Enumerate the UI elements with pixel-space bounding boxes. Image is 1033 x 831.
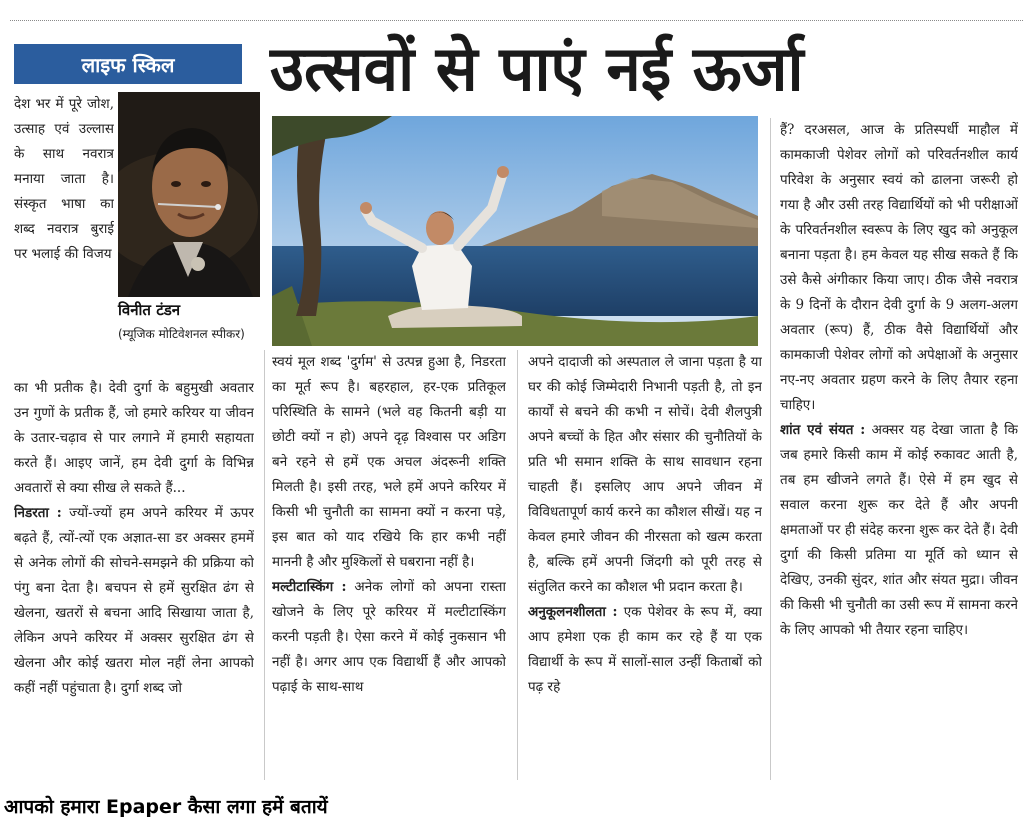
author-role: (म्यूजिक मोटिवेशनल स्पीकर) xyxy=(118,327,245,341)
text-multitasking: अनेक लोगों को अपना रास्ता खोजने के लिए पूरे करियर में मल्टीटास्किंग करनी पड़ती है। ऐसा करने में कोई नुकसान भी नहीं है। अगर आप एक विद्यार्थी हैं और आपको पढ़ाई के साथ-साथ xyxy=(272,579,506,695)
intro-narrow-column xyxy=(14,92,114,376)
feature-photo-image xyxy=(272,116,758,346)
text-adaptability-continued: हैं? दरअसल, आज के प्रतिस्पर्धी माहौल में कामकाजी पेशेवर लोगों को परिवर्तनशील कार्य परिवेश के अनुसार स्वयं को ढालना जरूरी हो गया है और उसी तरह विद्यार्थियों को भी परीक्षाओं के परिवर्तनशील स्वरूप के लिए खुद को अनुकूल बनाना पड़ता है। हम केवल यह सीख सकते हैं कि उसे कैसे अंगीकार किया जाए। ठीक जैसे नवरात्र के 9 दिनों के दौरान देवी दुर्गा के 9 अलग-अलग अवतार (रूप) हैं, ठीक वैसे विद्यार्थियों और कामकाजी पेशेवर लोगों को अपेक्षाओं के अनुसार नए-नए अवतार ग्रहण करने के लिए तैयार रहना चाहिए। xyxy=(780,122,1018,413)
section-fearlessness xyxy=(14,501,254,701)
author-name: विनीत टंडन xyxy=(118,301,181,319)
heading-fearlessness: निडरता : xyxy=(14,505,62,521)
column-divider xyxy=(517,350,518,780)
column-divider xyxy=(264,350,265,780)
column-4 xyxy=(780,118,1018,780)
section-multitasking xyxy=(272,575,506,700)
text-calm: अक्सर यह देखा जाता है कि जब हमारे किसी काम में कोई रुकावट आती है, तब हम खीजने लगते हैं। ऐसे में हम खुद से सवाल करना शुरू कर देते हैं और अपनी क्षमताओं पर ही संदेह करना शुरू कर देते हैं। देवी दुर्गा की किसी प्रतिमा या मूर्ति को ध्यान से देखिए, उनकी सुंदर, शांत और संयत मुद्रा। जीवन की किसी भी चुनौती का उसी रूप में सामना करने के लिए आपको भी तैयार रहना चाहिए। xyxy=(780,422,1018,638)
section-adaptability xyxy=(528,600,762,700)
column-1 xyxy=(14,376,254,780)
column-divider xyxy=(770,118,771,780)
heading-multitasking: मल्टीटास्किंग : xyxy=(272,579,347,595)
heading-adaptability: अनुकूलनशीलता : xyxy=(528,604,618,620)
top-divider xyxy=(10,20,1023,21)
author-portrait xyxy=(118,92,260,297)
text-fearlessness-continued: स्वयं मूल शब्द 'दुर्गम' से उत्पन्न हुआ है, निडरता का मूर्त रूप है। बहरहाल, हर-एक प्रतिकूल परिस्थिति के सामने (भले वह कितनी बड़ी या छोटी क्यों न हो) अपने दृढ़ विश्वास पर अडिग बने रहने से हमें एक अचल अंदरूनी शक्ति मिलती है। इसी तरह, भले हमें अपने करियर में किसी भी चुनौती का सामना क्यों न करना पड़े, इस बात को याद रखिये कि हार कभी नहीं माननी है और मुश्किलों से घबराना नहीं है। xyxy=(272,354,506,570)
heading-calm: शांत एवं संयत : xyxy=(780,422,866,438)
headline: उत्सवों से पाएं नई ऊर्जा xyxy=(270,32,804,105)
text-fearlessness: ज्यों-ज्यों हम अपने करियर में ऊपर बढ़ते हैं, त्यों-त्यों एक अज्ञात-सा डर अक्सर हममें से अनेक लोगों की सोचने-समझने की प्रक्रिया को पंगु बना देता है। बचपन से हमें सुरक्षित ढंग से खेलना, खतरों से बचना आदि सिखाया जाता है, लेकिन अपने करियर में अक्सर सुरक्षित ढंग से खेलना और कोई खतरा मोल नहीं लेना आपको कहीं नहीं पहुंचाता है। दुर्गा शब्द जो xyxy=(14,505,254,696)
section-label: लाइफ स्किल xyxy=(14,44,242,84)
column-2 xyxy=(272,350,506,780)
intro-text: देश भर में पूरे जोश, उत्साह एवं उल्लास के साथ नवरात्र मनाया जाता है। संस्कृत भाषा का शब्द नवरात्र बुराई पर भलाई की विजय xyxy=(14,96,114,262)
feedback-prompt[interactable]: आपको हमारा Epaper कैसा लगा हमें बतायें xyxy=(4,796,328,818)
section-calm xyxy=(780,418,1018,643)
column-3 xyxy=(528,350,762,780)
author-portrait-image xyxy=(118,92,260,297)
feature-photo xyxy=(272,116,758,346)
text-adaptability: एक पेशेवर के रूप में, क्या आप हमेशा एक ही काम कर रहे हैं या एक विद्यार्थी के रूप में सालों-साल उन्हीं किताबों को पढ़ रहे xyxy=(528,604,762,695)
intro-continued: का भी प्रतीक है। देवी दुर्गा के बहुमुखी अवतार उन गुणों के प्रतीक हैं, जो हमारे करियर या जीवन के उतार-चढ़ाव से पार लगाने में हमारी सहायता करते हैं। आइए जानें, हम देवी दुर्गा के विभिन्न अवतारों से क्या सीख ले सकते हैं... xyxy=(14,380,254,496)
text-multitasking-continued: अपने दादाजी को अस्पताल ले जाना पड़ता है या घर की कोई जिम्मेदारी निभानी पड़ती है, तो इन कार्यों से बचने की कभी न सोचें। देवी शैलपुत्री अपने बच्चों के हित और संसार की चुनौतियों के प्रति भी समान शक्ति के साथ सावधान रहना चाहती हैं। इसलिए आप अपने जीवन में विविधतापूर्ण कार्य करने का कौशल सीखें। यह न केवल हमारे जीवन की नीरसता को खत्म करता है, बल्कि हमें अपनी जिंदगी को पूरी तरह से संतुलित करने का कौशल भी प्रदान करता है। xyxy=(528,354,762,595)
